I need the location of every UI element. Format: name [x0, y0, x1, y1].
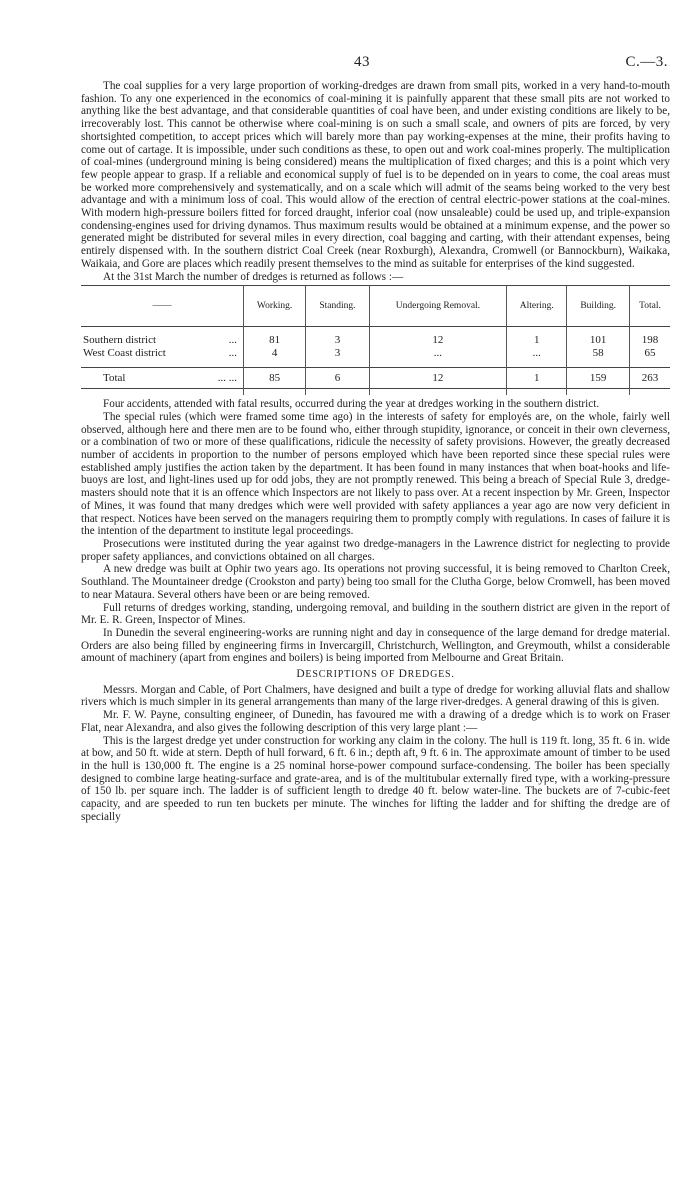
column-header-total: Total.	[629, 286, 670, 327]
cell-standing: 6	[306, 368, 369, 389]
cell-total: 65	[629, 347, 670, 360]
table-header-row	[81, 286, 670, 327]
cell-building: 101	[567, 334, 630, 347]
cell-altering: ...	[507, 347, 567, 360]
cell-working: 81	[244, 334, 306, 347]
paragraph-accidents: Four accidents, attended with fatal results, occurred during the year at dredges working in the southern district.	[103, 398, 600, 411]
paragraph-engineering-works: In Dunedin the several engineering-works are running night and day in consequence of the large demand for dredge material. Orders are also being filled by engineering firms in Invercargill, Christchurch, Wellington, and Greymouth, whilst a considerable amount of machinery (apart from engines and boilers) is being imported from Melbourne and Great Britain.	[81, 626, 670, 665]
table-bottom-rule	[81, 389, 670, 396]
cell-standing: 3	[306, 347, 369, 360]
cell-undergoing-removal: ...	[369, 347, 507, 360]
paragraph-new-dredge: A new dredge was built at Ophir two years ago. Its operations not proving successful, it is being removed to Charlton Creek, Southland. The Mountaineer dredge (Crookston and party) being too small for the Clutha Gorge, below Cromwell, has been moved to near Mataura. Several others have been or are being removed.	[81, 563, 670, 601]
table-row-west-coast	[81, 347, 670, 360]
paragraph-morgan-cable: Messrs. Morgan and Cable, of Port Chalmers, have designed and built a type of dredge for working alluvial flats and shallow rivers which is much simpler in its general arrangements than many of the large river-dredges. A general drawing of this is given.	[81, 683, 670, 709]
dredge-count-table	[81, 285, 670, 395]
table-spacer	[81, 360, 670, 368]
column-header-working: Working.	[244, 286, 306, 327]
cell-standing: 3	[306, 334, 369, 347]
cell-total: 263	[629, 368, 670, 389]
paragraph-payne: Mr. F. W. Payne, consulting engineer, of Dunedin, has favoured me with a drawing of a dredge which is to work on Fraser Flat, near Alexandra, and also gives the following description of this very large plant :—	[81, 709, 670, 734]
paragraph-full-returns: Full returns of dredges working, standing, undergoing removal, and building in the southern district are given in the report of Mr. E. R. Green, Inspector of Mines.	[81, 601, 670, 627]
cell-total: 198	[629, 334, 670, 347]
document-reference: C.—3.	[625, 54, 668, 70]
cell-building: 159	[567, 368, 630, 389]
column-header-undergoing-removal: Undergoing Removal.	[369, 286, 507, 327]
cell-altering: 1	[507, 334, 567, 347]
page-number: 43	[354, 54, 370, 70]
document-body	[81, 80, 670, 823]
cell-altering: 1	[507, 368, 567, 389]
paragraph-special-rules: The special rules (which were framed some time ago) in the interests of safety for employés are, on the whole, fairly well observed, although here and there men are to be found who, either through stupidity, ignorance, or conceit in their own cleverness, or a combination of two or more of these qualifications, ridicule the necessity of safety provisions. However, the greatly decreased number of accidents in proportion to the number of persons employed which have been reported since these special rules were established amply justifies the action taken by the department. It has been found in many instances that when boat-hooks and life-buoys are lost, and light-lines used up for odd jobs, they are not promptly renewed. This being a breach of Special Rule 3, dredge-masters should note that it is an offence which Inspectors are not likely to pass over. At a recent inspection by Mr. Green, Inspector of Mines, it was found that many dredges which were well provided with safety appliances a year ago are now very deficient in that respect. Notices have been served on the managers requiring them to promptly comply with regulations. In cases of failure it is the intention of the department to institute legal proceedings.	[81, 410, 670, 538]
cell-building: 58	[567, 347, 630, 360]
paragraph-coal-supplies: The coal supplies for a very large proportion of working-dredges are drawn from small pits, worked in a very hand-to-mouth fashion. To any one experienced in the economics of coal-mining it is painfully apparent that these small pits are not worked to anything like the best advantage, and that considerable quantities of coal have been, and under existing conditions are likely to be, irrecoverably lost. This cannot be otherwise where coal-mining is on such a small scale, and owners of pits are forced, by very shortsighted competition, to accept prices which will barely more than pay working-expenses at the mine, their profits having to come out of cartage. It is impossible, under such conditions as these, to open out and work coal-mines properly. The multiplication of coal-mines (underground mining is being considered) means the multiplication of fixed charges; and this is a point which very few people appear to grasp. If a reliable and economical supply of fuel is to be depended on in years to come, the coal areas must be worked more comprehensively and systematically, and on a scale which will admit of the seams being worked to the very best advantage and with a minimum loss of coal. This would allow of the erection of central electric-power stations at the coal-mines. With modern high-pressure boilers fitted for forced draught, inferior coal (now unsaleable) could be used up, and triple-expansion condensing-engines used for driving dynamos. Thus maximum results would be obtained at a minimum expense, and the power so generated might be distributed for several miles in every direction, coal bagging and carting, with their attendant expenses, being entirely dispensed with. In the southern district Coal Creek (near Roxburgh), Alexandra, Cromwell (or Bannockburn), Waikaka, Waikaia, and Gore are places which readily present themselves to the mind as suitable for enterprises of the kind suggested.	[81, 80, 670, 270]
column-header-blank: ——	[152, 301, 172, 312]
paragraph-largest-dredge: This is the largest dredge yet under construction for working any claim in the colony. The hull is 119 ft. long, 35 ft. 6 in. wide at bow, and 50 ft. wide at stern. Depth of hull forward, 6 ft. 6 in.; depth aft, 9 ft. 6 in. The approximate amount of timber to be used in the hull is 130,000 ft. The engine is a 25 nominal horse-power compound surface-condensing. The boiler has been specially designed to combine large heating-surface and grate-area, and is of the multitubular externally fired type, with a working-pressure of 150 lb. per square inch. The ladder is of sufficient length to dredge 40 ft. below water-line. The buckets are of 7-cubic-feet capacity, and are speeded to run ten buckets per minute. The winches for lifting the ladder and for shifting the dredge are of specially	[81, 734, 670, 823]
cell-undergoing-removal: 12	[369, 334, 507, 347]
cell-working: 4	[244, 347, 306, 360]
table-row-total	[81, 368, 670, 389]
column-header-building: Building.	[567, 286, 630, 327]
cell-undergoing-removal: 12	[369, 368, 507, 389]
table-row-southern	[81, 334, 670, 347]
table-spacer	[81, 327, 670, 335]
cell-working: 85	[244, 368, 306, 389]
row-label: West Coast district ...	[83, 347, 237, 360]
paragraph-dredges-returned: At the 31st March the number of dredges is returned as follows :—	[103, 270, 404, 283]
column-header-altering: Altering.	[507, 286, 567, 327]
column-header-standing: Standing.	[306, 286, 369, 327]
paragraph-prosecutions: Prosecutions were instituted during the year against two dredge-managers in the Lawrence district for neglecting to provide proper safety appliances, and convictions obtained on all charges.	[81, 537, 670, 563]
row-label: Total ... ...	[103, 372, 237, 385]
section-heading: DESCRIPTIONS OF DREDGES.	[296, 668, 455, 681]
row-label: Southern district ...	[83, 334, 237, 347]
